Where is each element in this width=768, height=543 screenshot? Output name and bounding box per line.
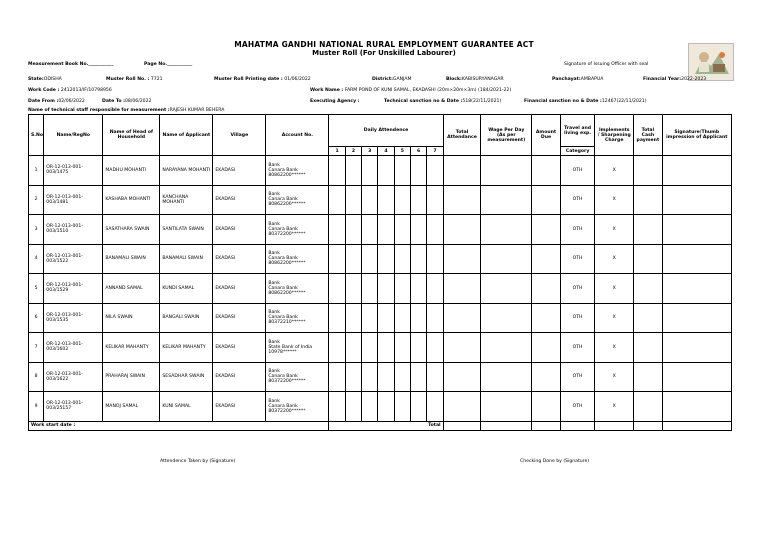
cell-day bbox=[378, 333, 394, 363]
cell-applicant: KUNDI SAMAL bbox=[160, 274, 213, 304]
bank-type: Bank bbox=[268, 221, 280, 227]
col-amount-due: Amount Due bbox=[532, 115, 561, 156]
bank-name: Canara Bank bbox=[268, 197, 298, 203]
cell-head-of-household: KELIKAR MAHANTY bbox=[103, 333, 160, 363]
cell-total-cash bbox=[634, 274, 663, 304]
cell-amount-due bbox=[532, 274, 561, 304]
cell-day bbox=[362, 392, 378, 422]
cell-day bbox=[427, 392, 443, 422]
cell-day bbox=[329, 156, 345, 186]
account-number: 80862200****** bbox=[268, 261, 306, 267]
cell-amount-due bbox=[532, 333, 561, 363]
cell-reg-no: OR-12-013-001-003/1535 bbox=[44, 303, 103, 333]
cell-implements: X bbox=[595, 362, 634, 392]
cell-applicant: NARAYANA MOHANTI bbox=[160, 156, 213, 186]
col-name-reg: Name/RegNo bbox=[44, 115, 103, 156]
cell-sno: 7 bbox=[29, 333, 44, 363]
cell-reg-no: OR-12-013-001-003/1510 bbox=[44, 215, 103, 245]
cell-signature bbox=[662, 392, 731, 422]
cell-account bbox=[266, 303, 329, 333]
work-code-field: Work Code : 2412013/IF/10798956 bbox=[28, 88, 112, 93]
table-row bbox=[29, 362, 732, 392]
table-row bbox=[29, 156, 732, 186]
cell-day bbox=[427, 215, 443, 245]
cell-village: EKADASI bbox=[213, 274, 266, 304]
cell-signature bbox=[662, 333, 731, 363]
cell-day bbox=[362, 333, 378, 363]
cell-day bbox=[394, 303, 410, 333]
cell-account bbox=[266, 274, 329, 304]
financial-sanction-field: Financial sanction no & Date :12467(22/11/2021) bbox=[524, 99, 647, 104]
cell-total-attendance bbox=[443, 362, 481, 392]
account-number: 80862200****** bbox=[268, 290, 306, 296]
col-category: Category bbox=[560, 147, 595, 156]
cell-reg-no: OR-12-013-001-003/1529 bbox=[44, 274, 103, 304]
cell-day bbox=[427, 185, 443, 215]
technical-sanction-field: Technical sanction no & Date :518(22/11/2021) bbox=[384, 99, 502, 104]
document-title: MAHATMA GANDHI NATIONAL RURAL EMPLOYMENT GUARANTEE ACT bbox=[234, 40, 534, 49]
cell-wage bbox=[481, 274, 532, 304]
cell-village: EKADASI bbox=[213, 244, 266, 274]
cell-total-attendance bbox=[443, 303, 481, 333]
col-day: 2 bbox=[345, 147, 361, 156]
cell-total-cash bbox=[634, 303, 663, 333]
cell-signature bbox=[662, 215, 731, 245]
table-row bbox=[29, 244, 732, 274]
cell-category: OTH bbox=[560, 392, 595, 422]
cell-wage bbox=[481, 215, 532, 245]
page-no: Page No.___________ bbox=[144, 62, 193, 67]
date-from-field: Date From :02/06/2022 bbox=[28, 99, 85, 104]
cell-total-attendance bbox=[443, 215, 481, 245]
attendance-taken-signature: Attendence Taken by (Signature) bbox=[160, 459, 236, 464]
col-day: 3 bbox=[362, 147, 378, 156]
cell-day bbox=[345, 185, 361, 215]
cell-sno: 4 bbox=[29, 244, 44, 274]
cell-day bbox=[345, 303, 361, 333]
cell-head-of-household: NILA SWAIN bbox=[103, 303, 160, 333]
cell-total-attendance bbox=[443, 333, 481, 363]
cell-implements: X bbox=[595, 215, 634, 245]
district-field: District:GANJAM bbox=[372, 77, 412, 82]
cell-day bbox=[329, 392, 345, 422]
bank-type: Bank bbox=[268, 310, 280, 316]
account-number: 80862200****** bbox=[268, 172, 306, 178]
cell-total-cash bbox=[634, 156, 663, 186]
document-subtitle: Muster Roll (For Unskilled Labourer) bbox=[312, 49, 456, 57]
cell-day bbox=[410, 392, 426, 422]
cell-applicant: SANTILATA SWAIN bbox=[160, 215, 213, 245]
col-head-of-household: Name of Head of Household bbox=[103, 115, 160, 156]
cell-village: EKADASI bbox=[213, 156, 266, 186]
cell-signature bbox=[662, 274, 731, 304]
cell-day bbox=[378, 274, 394, 304]
cell-implements: X bbox=[595, 185, 634, 215]
cell-day bbox=[329, 362, 345, 392]
cell-total-attendance bbox=[443, 185, 481, 215]
cell-category: OTH bbox=[560, 215, 595, 245]
issuing-officer-signature: Signature of Issuing Officer with seal bbox=[564, 62, 649, 67]
total-signature-cell bbox=[662, 421, 731, 430]
bank-type: Bank bbox=[268, 398, 280, 404]
cell-total-cash bbox=[634, 333, 663, 363]
cell-applicant: KANCHANA MOHANTI bbox=[160, 185, 213, 215]
muster-roll-table bbox=[28, 114, 732, 431]
cell-day bbox=[362, 156, 378, 186]
total-wage-cell bbox=[481, 421, 532, 430]
cell-applicant: SESADHAR SWAIN bbox=[160, 362, 213, 392]
cell-day bbox=[378, 392, 394, 422]
cell-day bbox=[378, 303, 394, 333]
cell-day bbox=[362, 185, 378, 215]
cell-account bbox=[266, 392, 329, 422]
cell-day bbox=[329, 244, 345, 274]
cell-day bbox=[410, 185, 426, 215]
cell-implements: X bbox=[595, 156, 634, 186]
cell-account bbox=[266, 185, 329, 215]
cell-village: EKADASI bbox=[213, 303, 266, 333]
col-sno: S.No bbox=[29, 115, 44, 156]
col-total-cash: Total Cash payment bbox=[634, 115, 663, 156]
cell-village: EKADASI bbox=[213, 333, 266, 363]
cell-day bbox=[362, 274, 378, 304]
cell-reg-no: OR-12-013-001-003/25157 bbox=[44, 392, 103, 422]
cell-head-of-household: MADHU MOHANTI bbox=[103, 156, 160, 186]
cell-sno: 5 bbox=[29, 274, 44, 304]
col-total-attendance: Total Attendance bbox=[443, 115, 481, 156]
cell-day bbox=[427, 303, 443, 333]
total-attendance-cell bbox=[443, 421, 481, 430]
cell-implements: X bbox=[595, 244, 634, 274]
cell-amount-due bbox=[532, 303, 561, 333]
cell-day bbox=[394, 362, 410, 392]
cell-total-cash bbox=[634, 392, 663, 422]
cell-amount-due bbox=[532, 185, 561, 215]
cell-day bbox=[362, 362, 378, 392]
col-daily-attendance: Daily Attendence bbox=[329, 115, 443, 147]
table-row bbox=[29, 333, 732, 363]
bank-name: Canara Bank bbox=[268, 315, 298, 321]
cell-day bbox=[410, 274, 426, 304]
cell-sno: 9 bbox=[29, 392, 44, 422]
cell-implements: X bbox=[595, 303, 634, 333]
cell-day bbox=[427, 244, 443, 274]
financial-year-field: Financial Year:2022-2023 bbox=[643, 77, 707, 82]
cell-reg-no: OR-12-013-001-003/1622 bbox=[44, 362, 103, 392]
cell-account bbox=[266, 156, 329, 186]
cell-signature bbox=[662, 303, 731, 333]
cell-sno: 1 bbox=[29, 156, 44, 186]
bank-type: Bank bbox=[268, 192, 280, 198]
table-row bbox=[29, 215, 732, 245]
cell-amount-due bbox=[532, 392, 561, 422]
measurement-book: Measurement Book No.___________ bbox=[28, 62, 114, 67]
col-applicant: Name of Applicant bbox=[160, 115, 213, 156]
cell-day bbox=[394, 244, 410, 274]
cell-day bbox=[410, 303, 426, 333]
cell-signature bbox=[662, 185, 731, 215]
cell-applicant: BANAMALI SWAIN bbox=[160, 244, 213, 274]
cell-total-cash bbox=[634, 185, 663, 215]
col-account: Account No. bbox=[266, 115, 329, 156]
cell-village: EKADASI bbox=[213, 215, 266, 245]
cell-day bbox=[378, 156, 394, 186]
total-label: Total bbox=[329, 421, 443, 430]
cell-total-attendance bbox=[443, 274, 481, 304]
cell-total-cash bbox=[634, 362, 663, 392]
cell-day bbox=[345, 333, 361, 363]
cell-category: OTH bbox=[560, 303, 595, 333]
cell-head-of-household: SASATHARA SWAIN bbox=[103, 215, 160, 245]
cell-day bbox=[427, 156, 443, 186]
cell-day bbox=[394, 156, 410, 186]
cell-head-of-household: PRAHARAJ SWAIN bbox=[103, 362, 160, 392]
bank-name: Canara Bank bbox=[268, 374, 298, 380]
cell-day bbox=[345, 392, 361, 422]
cell-day bbox=[378, 185, 394, 215]
cell-reg-no: OR-12-013-001-003/1602 bbox=[44, 333, 103, 363]
table-row bbox=[29, 392, 732, 422]
cell-total-attendance bbox=[443, 392, 481, 422]
cell-day bbox=[410, 244, 426, 274]
cell-sno: 3 bbox=[29, 215, 44, 245]
cell-head-of-household: KASHABA MOHANTI bbox=[103, 185, 160, 215]
cell-amount-due bbox=[532, 156, 561, 186]
cell-day bbox=[410, 362, 426, 392]
cell-reg-no: OR-12-013-001-003/1522 bbox=[44, 244, 103, 274]
work-start-date: Work start date : bbox=[29, 421, 329, 430]
cell-applicant: BANGALI SWAIN bbox=[160, 303, 213, 333]
cell-amount-due bbox=[532, 362, 561, 392]
cell-total-cash bbox=[634, 244, 663, 274]
date-to-field: Date To :08/06/2022 bbox=[102, 99, 152, 104]
cell-amount-due bbox=[532, 215, 561, 245]
bank-type: Bank bbox=[268, 251, 280, 257]
cell-account bbox=[266, 215, 329, 245]
cell-account bbox=[266, 333, 329, 363]
account-number: 80372210****** bbox=[268, 320, 306, 326]
col-day: 1 bbox=[329, 147, 345, 156]
cell-day bbox=[345, 244, 361, 274]
cell-day bbox=[345, 215, 361, 245]
cell-wage bbox=[481, 185, 532, 215]
cell-category: OTH bbox=[560, 185, 595, 215]
cell-day bbox=[394, 185, 410, 215]
account-number: 80372200****** bbox=[268, 231, 306, 237]
cell-day bbox=[394, 392, 410, 422]
cell-wage bbox=[481, 362, 532, 392]
cell-day bbox=[362, 215, 378, 245]
cell-head-of-household: ANNAND SAMAL bbox=[103, 274, 160, 304]
cell-reg-no: OR-12-013-001-003/1475 bbox=[44, 156, 103, 186]
cell-total-attendance bbox=[443, 244, 481, 274]
cell-amount-due bbox=[532, 244, 561, 274]
bank-type: Bank bbox=[268, 369, 280, 375]
cell-implements: X bbox=[595, 333, 634, 363]
cell-day bbox=[394, 333, 410, 363]
col-implements: Implements / Sharpening Charge bbox=[595, 115, 634, 156]
cell-reg-no: OR-12-013-001-003/1481 bbox=[44, 185, 103, 215]
cell-day bbox=[329, 303, 345, 333]
bank-name: State Bank of India bbox=[268, 344, 313, 350]
total-cash-cell bbox=[634, 421, 663, 430]
bank-name: Canara Bank bbox=[268, 226, 298, 232]
cell-day bbox=[345, 362, 361, 392]
cell-day bbox=[345, 274, 361, 304]
bank-name: Canara Bank bbox=[268, 256, 298, 262]
bank-type: Bank bbox=[268, 280, 280, 286]
cell-day bbox=[345, 156, 361, 186]
cell-wage bbox=[481, 156, 532, 186]
col-day: 6 bbox=[410, 147, 426, 156]
cell-day bbox=[410, 333, 426, 363]
cell-applicant: KELIKAR MAHANTY bbox=[160, 333, 213, 363]
block-field: Block:KABISURYANAGAR bbox=[446, 77, 504, 82]
cell-signature bbox=[662, 362, 731, 392]
state-field: State:ODISHA bbox=[28, 77, 62, 82]
cell-day bbox=[394, 215, 410, 245]
cell-category: OTH bbox=[560, 244, 595, 274]
table-row bbox=[29, 303, 732, 333]
col-wage-per-day: Wage Per Day (As per measurement) bbox=[481, 115, 532, 156]
cell-day bbox=[362, 303, 378, 333]
cell-day bbox=[329, 333, 345, 363]
cell-total-attendance bbox=[443, 156, 481, 186]
panchayat-field: Panchayat:AMBAPUA bbox=[552, 77, 604, 82]
executing-agency-field: Executing Agency : bbox=[310, 99, 360, 104]
cell-day bbox=[378, 244, 394, 274]
cell-category: OTH bbox=[560, 274, 595, 304]
cell-day bbox=[410, 156, 426, 186]
cell-implements: X bbox=[595, 392, 634, 422]
cell-day bbox=[362, 244, 378, 274]
cell-day bbox=[329, 185, 345, 215]
cell-wage bbox=[481, 333, 532, 363]
col-signature: Signature/Thumb impression of Applicant bbox=[662, 115, 731, 156]
col-day: 4 bbox=[378, 147, 394, 156]
col-day: 7 bbox=[427, 147, 443, 156]
cell-signature bbox=[662, 244, 731, 274]
cell-day bbox=[378, 362, 394, 392]
cell-head-of-household: BANAMALI SWAIN bbox=[103, 244, 160, 274]
cell-day bbox=[329, 274, 345, 304]
cell-day bbox=[329, 215, 345, 245]
cell-category: OTH bbox=[560, 333, 595, 363]
cell-village: EKADASI bbox=[213, 185, 266, 215]
bank-type: Bank bbox=[268, 339, 280, 345]
cell-category: OTH bbox=[560, 362, 595, 392]
work-name-field: Work Name : FARM POND OF KUNI SAMAL, EKADASHI (20m×20m×3m) (184/2021-22) bbox=[310, 88, 512, 93]
cell-wage bbox=[481, 244, 532, 274]
cell-day bbox=[410, 215, 426, 245]
cell-sno: 8 bbox=[29, 362, 44, 392]
cell-sno: 6 bbox=[29, 303, 44, 333]
cell-wage bbox=[481, 303, 532, 333]
col-village: Village bbox=[213, 115, 266, 156]
cell-head-of-household: MANOJ SAMAL bbox=[103, 392, 160, 422]
account-number: 10978****** bbox=[268, 349, 297, 355]
account-number: 80372200****** bbox=[268, 379, 306, 385]
table-row bbox=[29, 185, 732, 215]
cell-village: EKADASI bbox=[213, 392, 266, 422]
cell-account bbox=[266, 244, 329, 274]
cell-day bbox=[427, 333, 443, 363]
muster-roll-no-field: Muster Roll No. : 7721 bbox=[106, 77, 163, 82]
cell-day bbox=[427, 362, 443, 392]
cell-signature bbox=[662, 156, 731, 186]
printing-date-field: Muster Roll Printing date : 01/06/2022 bbox=[214, 77, 311, 82]
account-number: 80862200****** bbox=[268, 202, 306, 208]
total-amount-cell bbox=[532, 421, 561, 430]
bank-type: Bank bbox=[268, 162, 280, 168]
col-day: 5 bbox=[394, 147, 410, 156]
account-number: 80372200****** bbox=[268, 408, 306, 414]
cell-sno: 2 bbox=[29, 185, 44, 215]
technical-staff-field: Name of technical staff responsible for measurement :RAJESH KUMAR BEHERA bbox=[28, 108, 225, 113]
gandhi-logo-image bbox=[688, 43, 734, 81]
cell-account bbox=[266, 362, 329, 392]
cell-total-cash bbox=[634, 215, 663, 245]
cell-day bbox=[378, 215, 394, 245]
checking-done-signature: Checking Done by (Signature) bbox=[520, 459, 590, 464]
cell-day bbox=[394, 274, 410, 304]
total-implements-cell bbox=[595, 421, 634, 430]
cell-day bbox=[427, 274, 443, 304]
cell-wage bbox=[481, 392, 532, 422]
bank-name: Canara Bank bbox=[268, 403, 298, 409]
bank-name: Canara Bank bbox=[268, 285, 298, 291]
table-row bbox=[29, 274, 732, 304]
cell-category: OTH bbox=[560, 156, 595, 186]
total-travel-cell bbox=[560, 421, 595, 430]
cell-applicant: KUNI SAMAL bbox=[160, 392, 213, 422]
bank-name: Canara Bank bbox=[268, 167, 298, 173]
cell-village: EKADASI bbox=[213, 362, 266, 392]
cell-implements: X bbox=[595, 274, 634, 304]
col-travel: Travel and living exp. bbox=[560, 115, 595, 147]
